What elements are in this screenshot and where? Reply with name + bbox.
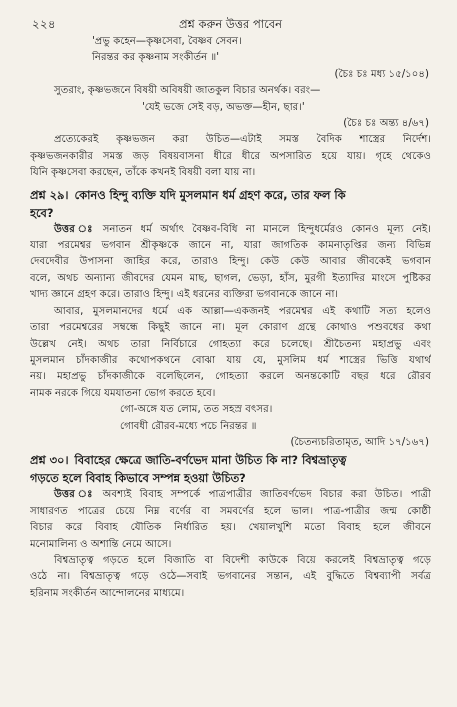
page-header <box>30 12 431 34</box>
question-line: গড়তে হলে বিবাহ কিভাবে সম্পন্ন হওয়া উচিত? <box>30 471 246 486</box>
paragraph-line: সাধারণত পাত্রের চেয়ে নিম্ন বর্ণের বা সমবর্ণের হলে ভাল। পাত্র-পাত্রীর জন্ম কোষ্ঠী <box>30 505 431 517</box>
paragraph-line: মুসলমান চাঁদকাজীর কথোপকথনে বোঝা যায় যে, মুসলিম ধর্ম শাস্ত্রের ভিত্তি যথার্থ <box>30 354 431 366</box>
question-29 <box>30 186 431 222</box>
running-title: প্রশ্ন করুন উত্তর পাবেন <box>178 17 283 31</box>
answer-text: অবশ্যই বিবাহ সম্পর্কে পাত্রপাত্রীর জাতিবর্ণভেদ বিচার করা উচিত। পাত্রী <box>102 489 431 501</box>
question-number: প্রশ্ন ২৯। <box>30 187 69 202</box>
paragraph-line: খাদ্য জ্ঞানে গ্রহণ করে। তারাও হিন্দু। এই ধরনের ব্যক্তিরা ভগবানকে জানে না। <box>30 289 339 301</box>
paragraph-line: যারা পরমেশ্বর ভগবান শ্রীকৃষ্ণকে জানে না, যারা জাগতিক কামনাতৃপ্তির জন্য বিভিন্ন <box>30 240 431 252</box>
paragraph-line <box>30 487 431 503</box>
paragraph-line: হরিনাম সংকীর্তন আন্দোলনের মাধ্যমে। <box>30 587 185 599</box>
scripture-reference: (চৈঃ চঃ মধ্য ১৫/১০৪) <box>334 68 429 80</box>
answer-29 <box>30 222 431 304</box>
answer-30 <box>30 487 431 553</box>
scripture-reference: (চৈতন্যচরিতামৃত, আদি ১৭/১৬৭) <box>290 436 429 448</box>
question-number: প্রশ্ন ৩০। <box>30 453 69 468</box>
paragraph-line: মনোমালিন্য ও অশান্তি নেমে আসে। <box>30 538 172 550</box>
verse-line: 'প্রভু কহেন—কৃষ্ণসেবা, বৈষ্ণব সেবন। <box>92 36 242 47</box>
verse-line: 'যেই ভজে সেই বড়, অভক্ত—হীন, ছার।' <box>142 101 305 113</box>
paragraph-line: উল্লেখ নেই। অথচ তারা নির্বিচারে গোহত্যা করে চলেছে। শ্রীচৈতন্য মহাপ্রভু এবং <box>30 338 431 350</box>
verse-line: নিরন্তর কর কৃষ্ণনাম সংকীর্তন ॥' <box>92 52 220 64</box>
paragraph-line: সুতরাং, কৃষ্ণভজনে বিষয়ী অবিষয়ী জাতকুল বিচার অনর্থক। বরং— <box>54 85 321 97</box>
paragraph-line: প্রত্যেকেরই কৃষ্ণভজন করা উচিত—এটাই সমস্ত বৈদিক শাস্ত্রের নির্দেশ। <box>54 134 431 146</box>
answer-text: সনাতন ধর্ম অর্থাৎ বৈষ্ণব-বিধি না মানলে হিন্দুধর্মেরও কোনও মূল্য নেই। <box>102 223 431 235</box>
paragraph-line: নামক নরকে গিয়ে যমযাতনা ভোগ করতে হবে। <box>30 387 216 399</box>
answer-label: উত্তর ঃ <box>54 489 98 501</box>
question-text: কোনও হিন্দু ব্যক্তি যদি মুসলমান ধর্ম গ্রহণ করে, তার ফল কি <box>74 187 346 202</box>
scripture-reference: (চৈঃ চঃ অন্ত্য ৪/৬৭) <box>343 118 429 130</box>
verse-line: গোবধী রৌরব-মধ্যে পচে নিরন্তর ॥ <box>120 420 257 432</box>
answer-label: উত্তর ঃ <box>54 223 98 235</box>
page-number: ২২৪ <box>32 17 56 31</box>
paragraph-line: দেবদেবীর উপাসনা জাহির করে, তারাও হিন্দু। কেউ কেউ আবার জীবকেই ভগবান <box>30 256 431 268</box>
verse-block-1 <box>30 34 431 67</box>
verse-block-2 <box>30 402 431 435</box>
verse-line: গো-অঙ্গে যত লোম, তত সহস্র বৎসর। <box>120 404 273 416</box>
question-line <box>30 451 431 469</box>
paragraph-line: তারা পরমেশ্বরের সম্বন্ধে কিছুই জানে না। মূল কোরাণ গ্রন্থে কোথাও পশুবধের কথা <box>30 322 431 334</box>
paragraph <box>30 132 431 181</box>
paragraph-line: আবার, মুসলমানদের ধর্মে এক আল্লা—একজনই পরমেশ্বর এই কথাটি সত্য হলেও <box>54 305 431 317</box>
question-line: হবে? <box>30 205 54 220</box>
paragraph-line: বিশ্বভ্রাতৃত্ব গড়তে হলে বিজাতি বা বিদেশী কাউকে বিয়ে করলেই বিশ্বভ্রাতৃত্ব গড়ে <box>54 554 431 566</box>
paragraph <box>30 304 431 402</box>
paragraph-line: কৃষ্ণভজনকারীর সমস্ত জড় বিষয়বাসনা ধীরে ধীরে অপসারিত হয়ে যায়। গৃহে থেকেও <box>30 150 431 162</box>
question-line <box>30 186 431 204</box>
question-text: বিবাহের ক্ষেত্রে জাতি-বর্ণভেদ মানা উচিত কি না? বিশ্বভ্রাতৃত্ব <box>74 453 347 468</box>
paragraph <box>30 553 431 602</box>
paragraph-line: নয়। মহাপ্রভু চাঁদকাজীকে বলেছিলেন, গোহত্যা করলে অনন্তকোটি বছর ধরে রৌরব <box>30 371 431 383</box>
paragraph-line: ওঠে না। বিশ্বভ্রাতৃত্ব গড়ে ওঠে—সবাই ভগবানের সন্তান, এই বুদ্ধিতে বিশ্বব্যাপী সর্বত্র <box>30 571 431 583</box>
paragraph-line <box>30 222 431 238</box>
question-30 <box>30 451 431 487</box>
paragraph-line: বলে, অথচ অন্যান্য জীবদের যেমন মাছ, ছাগল, ভেড়া, হাঁস, মুরগী ইত্যাদির মাংসে পুষ্টিকর <box>30 272 431 284</box>
paragraph-line: বিচার করে বিবাহ যৌতিক নির্ধারিত হয়। খেয়ালখুশি মতো বিবাহ হলে জীবনে <box>30 522 431 534</box>
paragraph-line: যিনি কৃষ্ণসেবা করছেন, তাঁকে কখনই বিষয়ী বলা যায় না। <box>30 167 256 179</box>
